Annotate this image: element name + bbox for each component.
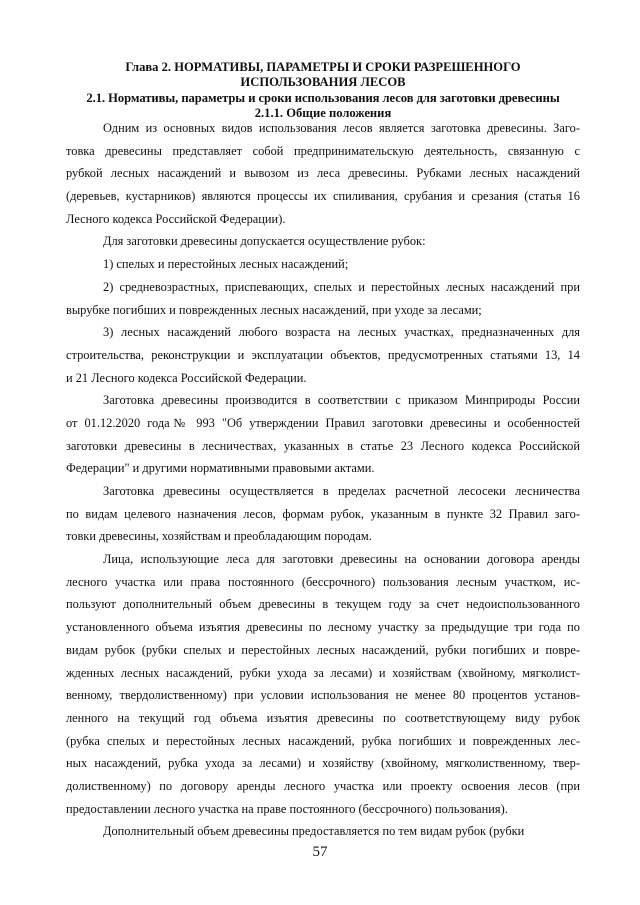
paragraph-line: от 01.12.2020 года№ 993 "Об утверждении Правил заготовки древесины и особенностей	[66, 415, 580, 430]
paragraph-line: установленного объема изъятия древесины по лесному участку за предыдущие три года по	[66, 620, 580, 635]
chapter-title	[66, 60, 580, 90]
paragraph-line: видам рубок (рубки спелых и перестойных лесных насаждений, рубки погибших и повре-	[66, 642, 580, 657]
paragraph	[66, 230, 580, 253]
paragraph-line: венному, твердолиственному) при условии использования не менее 80 процентов установ-	[66, 688, 580, 703]
paragraph-line: Для заготовки древесины допускается осуществление рубок:	[103, 234, 426, 249]
paragraph-line: заготовки древесины в лесничествах, указанных в статье 23 Лесного кодекса Российской	[66, 438, 580, 453]
paragraph	[66, 480, 580, 548]
paragraph-line: (рубка спелых и перестойных лесных насаждений, рубка погибших и поврежденных лес-	[66, 733, 580, 748]
paragraph-line: долиственному) по договору аренды лесного участка или проекту освоения лесов (при	[66, 778, 580, 793]
paragraph	[66, 117, 580, 230]
paragraph	[66, 820, 580, 843]
paragraph	[66, 321, 580, 389]
paragraph	[66, 548, 580, 820]
paragraph-line: товки древесины, хозяйствам и преобладающим породам.	[66, 529, 372, 544]
paragraph-line: Одним из основных видов использования лесов является заготовка древесины. Заго-	[103, 121, 580, 135]
paragraph-line: жденных лесных насаждений, рубки ухода за лесами) и хозяйствам (хвойному, мягколист-	[66, 665, 580, 680]
paragraph-line: Дополнительный объем древесины предоставляется по тем видам рубок (рубки	[103, 824, 525, 839]
paragraph-line: и 21 Лесного кодекса Российской Федерации.	[66, 370, 307, 385]
paragraph-line: ленного на текущий год объема изъятия древесины по соответствующему виду рубок	[66, 710, 580, 725]
paragraph-line: товка древесины представляет собой предпринимательскую деятельность, связанную с	[66, 143, 580, 158]
paragraph-line: (деревьев, кустарников) являются процессы их спиливания, срубания и срезания (статья 16	[66, 189, 580, 204]
paragraph-line: Федерации" и другими нормативными правовыми актами.	[66, 461, 375, 476]
page-number: 57	[312, 844, 328, 860]
paragraph	[66, 389, 580, 480]
paragraph	[66, 253, 580, 276]
chapter-title-line: Глава 2. НОРМАТИВЫ, ПАРАМЕТРЫ И СРОКИ РАЗРЕШЕННОГО	[125, 60, 521, 74]
paragraph-line: Заготовка древесины производится в соответствии с приказом Минприроды России	[103, 393, 580, 408]
paragraph-line: по видам целевого назначения лесов, формам рубок, указанным в пункте 32 Правил заго-	[66, 506, 580, 521]
paragraph-line: пользуют дополнительный объем древесины в текущем году за счет недоиспользованного	[66, 597, 580, 612]
section-title: 2.1. Нормативы, параметры и сроки использования лесов для заготовки древесины	[86, 91, 560, 105]
subsection-title: 2.1.1. Общие положения	[254, 106, 392, 120]
paragraph-line: рубкой лесных насаждений и вывозом из леса древесины. Рубками лесных насаждений	[66, 166, 580, 181]
paragraph-line: строительства, реконструкции и эксплуатации объектов, предусмотренных статьями 13, 14	[66, 347, 580, 362]
paragraph-line: Заготовка древесины осуществляется в пределах расчетной лесосеки лесничества	[103, 484, 580, 498]
body-text	[66, 117, 580, 843]
paragraph-line: 2) средневозрастных, приспевающих, спелых и перестойных лесных насаждений при	[103, 279, 580, 294]
chapter-title-line: ИСПОЛЬЗОВАНИЯ ЛЕСОВ	[240, 75, 406, 89]
paragraph-line: ных насаждений, рубка ухода за лесами) и хозяйству (хвойному, мягколиственному, твер-	[66, 756, 580, 771]
paragraph-line: Лица, использующие леса для заготовки древесины на основании договора аренды	[103, 552, 580, 567]
paragraph-line: лесного участка или права постоянного (бессрочного) пользования лесным участком, ис-	[66, 574, 580, 589]
heading-block	[66, 60, 580, 121]
paragraph	[66, 276, 580, 321]
paragraph-line: 3) лесных насаждений любого возраста на лесных участках, предназначенных для	[103, 325, 580, 340]
paragraph-line: 1) спелых и перестойных лесных насаждений;	[103, 257, 349, 272]
paragraph-line: Лесного кодекса Российской Федерации).	[66, 211, 286, 226]
paragraph-line: предоставлении лесного участка на праве постоянного (бессрочного) пользования).	[66, 801, 508, 816]
paragraph-line: вырубке погибших и поврежденных лесных насаждений, при уходе за лесами;	[66, 302, 482, 317]
